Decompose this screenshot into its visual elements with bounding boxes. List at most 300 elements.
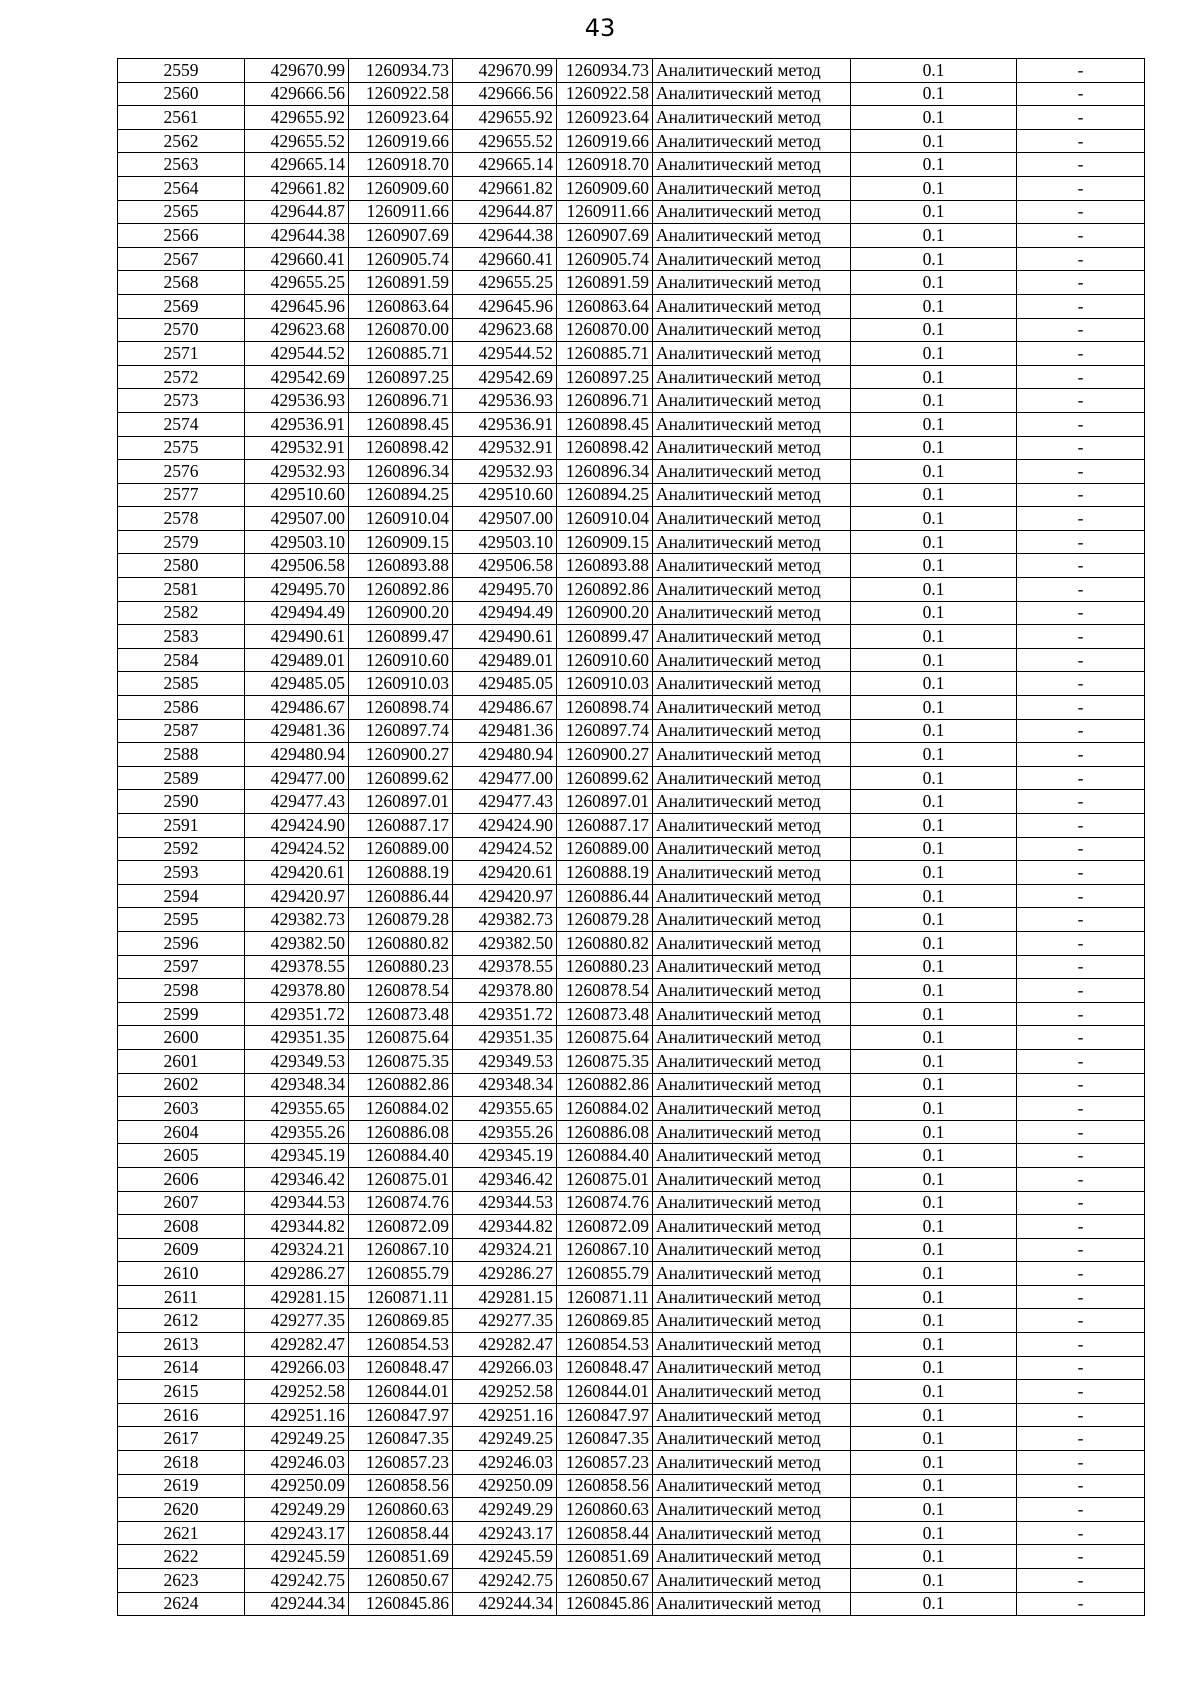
x-existing-cell: 429382.73 [245, 908, 349, 932]
y-new-cell: 1260910.04 [557, 507, 653, 531]
y-new-cell: 1260909.60 [557, 176, 653, 200]
y-new-cell: 1260870.00 [557, 318, 653, 342]
method-cell: Аналитический метод [653, 1285, 851, 1309]
x-new-cell: 429503.10 [453, 530, 557, 554]
method-cell: Аналитический метод [653, 318, 851, 342]
y-new-cell: 1260850.67 [557, 1569, 653, 1593]
point-number-cell: 2561 [118, 106, 245, 130]
table-row [118, 106, 1145, 130]
point-number-cell: 2618 [118, 1451, 245, 1475]
y-new-cell: 1260847.35 [557, 1427, 653, 1451]
point-number-cell: 2585 [118, 672, 245, 696]
x-existing-cell: 429665.14 [245, 153, 349, 177]
x-new-cell: 429244.34 [453, 1592, 557, 1616]
note-cell: - [1017, 82, 1145, 106]
y-new-cell: 1260867.10 [557, 1238, 653, 1262]
accuracy-cell: 0.1 [851, 436, 1017, 460]
note-cell: - [1017, 766, 1145, 790]
table-row [118, 790, 1145, 814]
table-row [118, 578, 1145, 602]
y-existing-cell: 1260896.71 [349, 389, 453, 413]
x-new-cell: 429666.56 [453, 82, 557, 106]
method-cell: Аналитический метод [653, 82, 851, 106]
accuracy-cell: 0.1 [851, 1049, 1017, 1073]
accuracy-cell: 0.1 [851, 1569, 1017, 1593]
method-cell: Аналитический метод [653, 129, 851, 153]
method-cell: Аналитический метод [653, 389, 851, 413]
note-cell: - [1017, 955, 1145, 979]
x-existing-cell: 429266.03 [245, 1356, 349, 1380]
x-existing-cell: 429378.80 [245, 979, 349, 1003]
method-cell: Аналитический метод [653, 955, 851, 979]
point-number-cell: 2598 [118, 979, 245, 1003]
point-number-cell: 2609 [118, 1238, 245, 1262]
point-number-cell: 2599 [118, 1002, 245, 1026]
y-existing-cell: 1260898.45 [349, 412, 453, 436]
x-existing-cell: 429655.25 [245, 271, 349, 295]
point-number-cell: 2559 [118, 59, 245, 83]
table-row [118, 1167, 1145, 1191]
accuracy-cell: 0.1 [851, 814, 1017, 838]
accuracy-cell: 0.1 [851, 200, 1017, 224]
y-existing-cell: 1260886.44 [349, 884, 453, 908]
method-cell: Аналитический метод [653, 672, 851, 696]
y-new-cell: 1260858.56 [557, 1474, 653, 1498]
y-existing-cell: 1260889.00 [349, 837, 453, 861]
y-existing-cell: 1260923.64 [349, 106, 453, 130]
method-cell: Аналитический метод [653, 1309, 851, 1333]
method-cell: Аналитический метод [653, 837, 851, 861]
method-cell: Аналитический метод [653, 766, 851, 790]
table-row [118, 1002, 1145, 1026]
y-new-cell: 1260899.47 [557, 625, 653, 649]
accuracy-cell: 0.1 [851, 955, 1017, 979]
point-number-cell: 2613 [118, 1333, 245, 1357]
table-row [118, 200, 1145, 224]
y-new-cell: 1260886.08 [557, 1120, 653, 1144]
method-cell: Аналитический метод [653, 294, 851, 318]
method-cell: Аналитический метод [653, 908, 851, 932]
point-number-cell: 2615 [118, 1380, 245, 1404]
accuracy-cell: 0.1 [851, 1592, 1017, 1616]
x-existing-cell: 429382.50 [245, 931, 349, 955]
point-number-cell: 2570 [118, 318, 245, 342]
note-cell: - [1017, 247, 1145, 271]
accuracy-cell: 0.1 [851, 931, 1017, 955]
x-existing-cell: 429344.82 [245, 1215, 349, 1239]
table-row [118, 1380, 1145, 1404]
x-new-cell: 429670.99 [453, 59, 557, 83]
point-number-cell: 2566 [118, 224, 245, 248]
note-cell: - [1017, 59, 1145, 83]
y-existing-cell: 1260899.62 [349, 766, 453, 790]
y-existing-cell: 1260910.60 [349, 648, 453, 672]
table-row [118, 1144, 1145, 1168]
accuracy-cell: 0.1 [851, 1285, 1017, 1309]
method-cell: Аналитический метод [653, 743, 851, 767]
accuracy-cell: 0.1 [851, 224, 1017, 248]
table-row [118, 1474, 1145, 1498]
y-new-cell: 1260880.23 [557, 955, 653, 979]
note-cell: - [1017, 1427, 1145, 1451]
note-cell: - [1017, 365, 1145, 389]
table-row [118, 719, 1145, 743]
x-new-cell: 429355.26 [453, 1120, 557, 1144]
y-existing-cell: 1260857.23 [349, 1451, 453, 1475]
x-existing-cell: 429644.87 [245, 200, 349, 224]
table-row [118, 1403, 1145, 1427]
y-new-cell: 1260898.42 [557, 436, 653, 460]
x-existing-cell: 429250.09 [245, 1474, 349, 1498]
table-row [118, 814, 1145, 838]
y-existing-cell: 1260880.82 [349, 931, 453, 955]
table-row [118, 247, 1145, 271]
note-cell: - [1017, 719, 1145, 743]
point-number-cell: 2603 [118, 1097, 245, 1121]
point-number-cell: 2586 [118, 696, 245, 720]
y-existing-cell: 1260897.74 [349, 719, 453, 743]
table-row [118, 436, 1145, 460]
x-new-cell: 429655.52 [453, 129, 557, 153]
x-existing-cell: 429345.19 [245, 1144, 349, 1168]
method-cell: Аналитический метод [653, 931, 851, 955]
point-number-cell: 2607 [118, 1191, 245, 1215]
table-row [118, 1333, 1145, 1357]
x-existing-cell: 429507.00 [245, 507, 349, 531]
y-existing-cell: 1260899.47 [349, 625, 453, 649]
x-new-cell: 429249.29 [453, 1498, 557, 1522]
point-number-cell: 2582 [118, 601, 245, 625]
point-number-cell: 2624 [118, 1592, 245, 1616]
method-cell: Аналитический метод [653, 1002, 851, 1026]
note-cell: - [1017, 1049, 1145, 1073]
y-new-cell: 1260905.74 [557, 247, 653, 271]
x-existing-cell: 429536.91 [245, 412, 349, 436]
x-existing-cell: 429249.29 [245, 1498, 349, 1522]
x-new-cell: 429507.00 [453, 507, 557, 531]
note-cell: - [1017, 979, 1145, 1003]
y-existing-cell: 1260897.01 [349, 790, 453, 814]
note-cell: - [1017, 648, 1145, 672]
point-number-cell: 2568 [118, 271, 245, 295]
note-cell: - [1017, 1026, 1145, 1050]
method-cell: Аналитический метод [653, 1521, 851, 1545]
y-existing-cell: 1260871.11 [349, 1285, 453, 1309]
method-cell: Аналитический метод [653, 436, 851, 460]
point-number-cell: 2611 [118, 1285, 245, 1309]
note-cell: - [1017, 1167, 1145, 1191]
x-existing-cell: 429249.25 [245, 1427, 349, 1451]
y-new-cell: 1260858.44 [557, 1521, 653, 1545]
x-existing-cell: 429243.17 [245, 1521, 349, 1545]
method-cell: Аналитический метод [653, 1333, 851, 1357]
note-cell: - [1017, 318, 1145, 342]
y-new-cell: 1260897.74 [557, 719, 653, 743]
x-new-cell: 429420.61 [453, 861, 557, 885]
method-cell: Аналитический метод [653, 1380, 851, 1404]
accuracy-cell: 0.1 [851, 578, 1017, 602]
table-row [118, 389, 1145, 413]
y-new-cell: 1260848.47 [557, 1356, 653, 1380]
x-new-cell: 429485.05 [453, 672, 557, 696]
method-cell: Аналитический метод [653, 247, 851, 271]
x-new-cell: 429249.25 [453, 1427, 557, 1451]
table-row [118, 1545, 1145, 1569]
y-existing-cell: 1260910.04 [349, 507, 453, 531]
x-existing-cell: 429348.34 [245, 1073, 349, 1097]
y-new-cell: 1260880.82 [557, 931, 653, 955]
x-new-cell: 429536.91 [453, 412, 557, 436]
accuracy-cell: 0.1 [851, 247, 1017, 271]
table-row [118, 1215, 1145, 1239]
y-existing-cell: 1260860.63 [349, 1498, 453, 1522]
method-cell: Аналитический метод [653, 342, 851, 366]
y-existing-cell: 1260884.40 [349, 1144, 453, 1168]
note-cell: - [1017, 1403, 1145, 1427]
table-row [118, 483, 1145, 507]
accuracy-cell: 0.1 [851, 1262, 1017, 1286]
point-number-cell: 2604 [118, 1120, 245, 1144]
x-new-cell: 429477.43 [453, 790, 557, 814]
x-new-cell: 429542.69 [453, 365, 557, 389]
y-existing-cell: 1260875.35 [349, 1049, 453, 1073]
table-row [118, 318, 1145, 342]
accuracy-cell: 0.1 [851, 530, 1017, 554]
accuracy-cell: 0.1 [851, 1026, 1017, 1050]
point-number-cell: 2577 [118, 483, 245, 507]
note-cell: - [1017, 1592, 1145, 1616]
method-cell: Аналитический метод [653, 1167, 851, 1191]
method-cell: Аналитический метод [653, 790, 851, 814]
table-row [118, 931, 1145, 955]
x-new-cell: 429490.61 [453, 625, 557, 649]
method-cell: Аналитический метод [653, 719, 851, 743]
note-cell: - [1017, 1545, 1145, 1569]
accuracy-cell: 0.1 [851, 1380, 1017, 1404]
accuracy-cell: 0.1 [851, 82, 1017, 106]
x-existing-cell: 429324.21 [245, 1238, 349, 1262]
y-new-cell: 1260871.11 [557, 1285, 653, 1309]
method-cell: Аналитический метод [653, 483, 851, 507]
method-cell: Аналитический метод [653, 696, 851, 720]
y-new-cell: 1260887.17 [557, 814, 653, 838]
accuracy-cell: 0.1 [851, 1309, 1017, 1333]
y-existing-cell: 1260894.25 [349, 483, 453, 507]
x-new-cell: 429282.47 [453, 1333, 557, 1357]
x-existing-cell: 429670.99 [245, 59, 349, 83]
x-new-cell: 429481.36 [453, 719, 557, 743]
accuracy-cell: 0.1 [851, 271, 1017, 295]
accuracy-cell: 0.1 [851, 1167, 1017, 1191]
x-new-cell: 429324.21 [453, 1238, 557, 1262]
x-existing-cell: 429246.03 [245, 1451, 349, 1475]
table-row [118, 507, 1145, 531]
point-number-cell: 2594 [118, 884, 245, 908]
method-cell: Аналитический метод [653, 1427, 851, 1451]
note-cell: - [1017, 1285, 1145, 1309]
note-cell: - [1017, 790, 1145, 814]
x-existing-cell: 429542.69 [245, 365, 349, 389]
y-existing-cell: 1260909.15 [349, 530, 453, 554]
note-cell: - [1017, 1262, 1145, 1286]
accuracy-cell: 0.1 [851, 318, 1017, 342]
y-existing-cell: 1260907.69 [349, 224, 453, 248]
table-row [118, 153, 1145, 177]
y-new-cell: 1260874.76 [557, 1191, 653, 1215]
point-number-cell: 2601 [118, 1049, 245, 1073]
y-new-cell: 1260892.86 [557, 578, 653, 602]
point-number-cell: 2606 [118, 1167, 245, 1191]
note-cell: - [1017, 412, 1145, 436]
point-number-cell: 2563 [118, 153, 245, 177]
note-cell: - [1017, 200, 1145, 224]
method-cell: Аналитический метод [653, 1215, 851, 1239]
point-number-cell: 2617 [118, 1427, 245, 1451]
accuracy-cell: 0.1 [851, 884, 1017, 908]
x-new-cell: 429623.68 [453, 318, 557, 342]
accuracy-cell: 0.1 [851, 129, 1017, 153]
y-existing-cell: 1260886.08 [349, 1120, 453, 1144]
x-new-cell: 429477.00 [453, 766, 557, 790]
x-new-cell: 429243.17 [453, 1521, 557, 1545]
x-new-cell: 429250.09 [453, 1474, 557, 1498]
accuracy-cell: 0.1 [851, 743, 1017, 767]
note-cell: - [1017, 1380, 1145, 1404]
y-existing-cell: 1260870.00 [349, 318, 453, 342]
x-new-cell: 429344.82 [453, 1215, 557, 1239]
y-new-cell: 1260847.97 [557, 1403, 653, 1427]
x-existing-cell: 429480.94 [245, 743, 349, 767]
y-existing-cell: 1260867.10 [349, 1238, 453, 1262]
accuracy-cell: 0.1 [851, 908, 1017, 932]
method-cell: Аналитический метод [653, 1498, 851, 1522]
y-new-cell: 1260875.01 [557, 1167, 653, 1191]
x-existing-cell: 429644.38 [245, 224, 349, 248]
accuracy-cell: 0.1 [851, 1427, 1017, 1451]
table-row [118, 672, 1145, 696]
y-existing-cell: 1260847.97 [349, 1403, 453, 1427]
table-row [118, 294, 1145, 318]
accuracy-cell: 0.1 [851, 389, 1017, 413]
y-existing-cell: 1260844.01 [349, 1380, 453, 1404]
note-cell: - [1017, 1569, 1145, 1593]
x-new-cell: 429277.35 [453, 1309, 557, 1333]
method-cell: Аналитический метод [653, 1120, 851, 1144]
table-row [118, 1592, 1145, 1616]
point-number-cell: 2583 [118, 625, 245, 649]
table-row [118, 1521, 1145, 1545]
method-cell: Аналитический метод [653, 1049, 851, 1073]
method-cell: Аналитический метод [653, 1474, 851, 1498]
note-cell: - [1017, 153, 1145, 177]
note-cell: - [1017, 129, 1145, 153]
accuracy-cell: 0.1 [851, 507, 1017, 531]
y-existing-cell: 1260880.23 [349, 955, 453, 979]
method-cell: Аналитический метод [653, 59, 851, 83]
point-number-cell: 2591 [118, 814, 245, 838]
accuracy-cell: 0.1 [851, 1238, 1017, 1262]
y-new-cell: 1260922.58 [557, 82, 653, 106]
note-cell: - [1017, 931, 1145, 955]
x-existing-cell: 429424.90 [245, 814, 349, 838]
note-cell: - [1017, 1191, 1145, 1215]
point-number-cell: 2584 [118, 648, 245, 672]
y-existing-cell: 1260891.59 [349, 271, 453, 295]
point-number-cell: 2623 [118, 1569, 245, 1593]
table-row [118, 743, 1145, 767]
y-new-cell: 1260873.48 [557, 1002, 653, 1026]
accuracy-cell: 0.1 [851, 106, 1017, 130]
table-row [118, 59, 1145, 83]
accuracy-cell: 0.1 [851, 365, 1017, 389]
accuracy-cell: 0.1 [851, 1451, 1017, 1475]
y-new-cell: 1260869.85 [557, 1309, 653, 1333]
accuracy-cell: 0.1 [851, 672, 1017, 696]
point-number-cell: 2619 [118, 1474, 245, 1498]
x-new-cell: 429424.90 [453, 814, 557, 838]
table-row [118, 1569, 1145, 1593]
x-new-cell: 429346.42 [453, 1167, 557, 1191]
note-cell: - [1017, 837, 1145, 861]
method-cell: Аналитический метод [653, 507, 851, 531]
y-new-cell: 1260855.79 [557, 1262, 653, 1286]
x-new-cell: 429242.75 [453, 1569, 557, 1593]
note-cell: - [1017, 1309, 1145, 1333]
table-row [118, 1285, 1145, 1309]
y-existing-cell: 1260875.64 [349, 1026, 453, 1050]
accuracy-cell: 0.1 [851, 153, 1017, 177]
page-number: 43 [584, 14, 616, 42]
x-new-cell: 429645.96 [453, 294, 557, 318]
accuracy-cell: 0.1 [851, 412, 1017, 436]
point-number-cell: 2610 [118, 1262, 245, 1286]
method-cell: Аналитический метод [653, 153, 851, 177]
accuracy-cell: 0.1 [851, 1120, 1017, 1144]
y-new-cell: 1260857.23 [557, 1451, 653, 1475]
table-row [118, 884, 1145, 908]
note-cell: - [1017, 1215, 1145, 1239]
x-existing-cell: 429242.75 [245, 1569, 349, 1593]
x-existing-cell: 429666.56 [245, 82, 349, 106]
method-cell: Аналитический метод [653, 1356, 851, 1380]
y-existing-cell: 1260869.85 [349, 1309, 453, 1333]
y-existing-cell: 1260863.64 [349, 294, 453, 318]
y-existing-cell: 1260898.74 [349, 696, 453, 720]
table-row [118, 955, 1145, 979]
x-new-cell: 429495.70 [453, 578, 557, 602]
method-cell: Аналитический метод [653, 1451, 851, 1475]
x-existing-cell: 429544.52 [245, 342, 349, 366]
accuracy-cell: 0.1 [851, 1333, 1017, 1357]
note-cell: - [1017, 1474, 1145, 1498]
table-row [118, 1427, 1145, 1451]
y-new-cell: 1260919.66 [557, 129, 653, 153]
method-cell: Аналитический метод [653, 1262, 851, 1286]
point-number-cell: 2616 [118, 1403, 245, 1427]
method-cell: Аналитический метод [653, 271, 851, 295]
y-new-cell: 1260897.01 [557, 790, 653, 814]
note-cell: - [1017, 176, 1145, 200]
accuracy-cell: 0.1 [851, 979, 1017, 1003]
table-row [118, 365, 1145, 389]
table-row [118, 1120, 1145, 1144]
accuracy-cell: 0.1 [851, 342, 1017, 366]
x-new-cell: 429286.27 [453, 1262, 557, 1286]
method-cell: Аналитический метод [653, 1191, 851, 1215]
accuracy-cell: 0.1 [851, 1545, 1017, 1569]
point-number-cell: 2592 [118, 837, 245, 861]
y-existing-cell: 1260885.71 [349, 342, 453, 366]
